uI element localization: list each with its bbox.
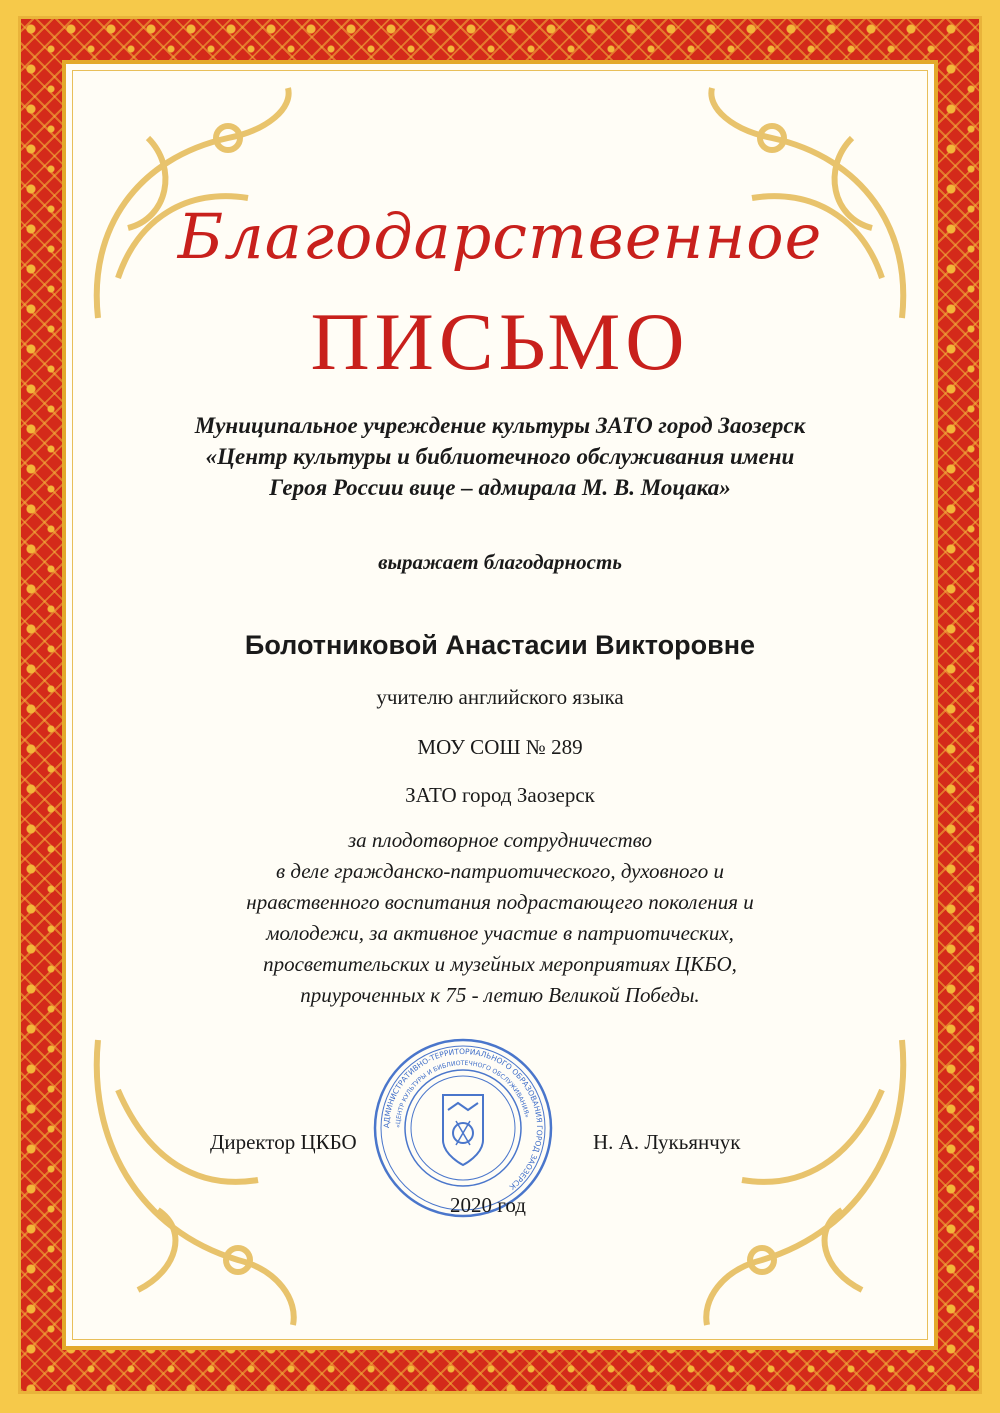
reason-line: за плодотворное сотрудничество	[347, 828, 653, 852]
issue-year: 2020 год	[450, 1193, 526, 1217]
stamp-inner-text: «ЦЕНТР КУЛЬТУРЫ И БИБЛИОТЕЧНОГО ОБСЛУЖИВАНИЯ»	[394, 1059, 531, 1129]
recipient-school: МОУ СОШ № 289	[417, 735, 583, 759]
title-script: Благодарственное	[177, 200, 823, 273]
stamp-outer-text: АДМИНИСТРАТИВНО-ТЕРРИТОРИАЛЬНОГО ОБРАЗОВАНИЯ ГОРОД ЗАОЗЕРСК	[381, 1046, 545, 1192]
recipient-name: Болотниковой Анастасии Викторовне	[244, 630, 756, 660]
recipient-position: учителю английского языка	[376, 685, 624, 709]
organization-line: «Центр культуры и библиотечного обслуживания имени	[205, 444, 795, 469]
certificate-content	[80, 80, 920, 1330]
reason-line: молодежи, за активное участие в патриотических,	[266, 921, 734, 945]
reason-line: нравственного воспитания подрастающего поколения и	[246, 890, 754, 914]
organization-line: Муниципальное учреждение культуры ЗАТО город Заозерск	[194, 413, 806, 438]
signatory-name: Н. А. Лукьянчук	[593, 1130, 741, 1154]
signatory-position: Директор ЦКБО	[210, 1130, 357, 1154]
organization-block	[100, 410, 900, 503]
thanks-text: выражает благодарность	[378, 550, 622, 574]
reason-line: приуроченных к 75 - летию Великой Победы.	[300, 983, 700, 1007]
reason-line: просветительских и музейных мероприятиях ЦКБО,	[263, 952, 737, 976]
organization-line: Героя России вице – адмирала М. В. Моцака»	[269, 475, 731, 500]
reason-line: в деле гражданско-патриотического, духовного и	[276, 859, 724, 883]
reason-block	[140, 825, 860, 1011]
recipient-city: ЗАТО город Заозерск	[405, 783, 595, 807]
title-main: ПИСЬМО	[310, 296, 690, 387]
